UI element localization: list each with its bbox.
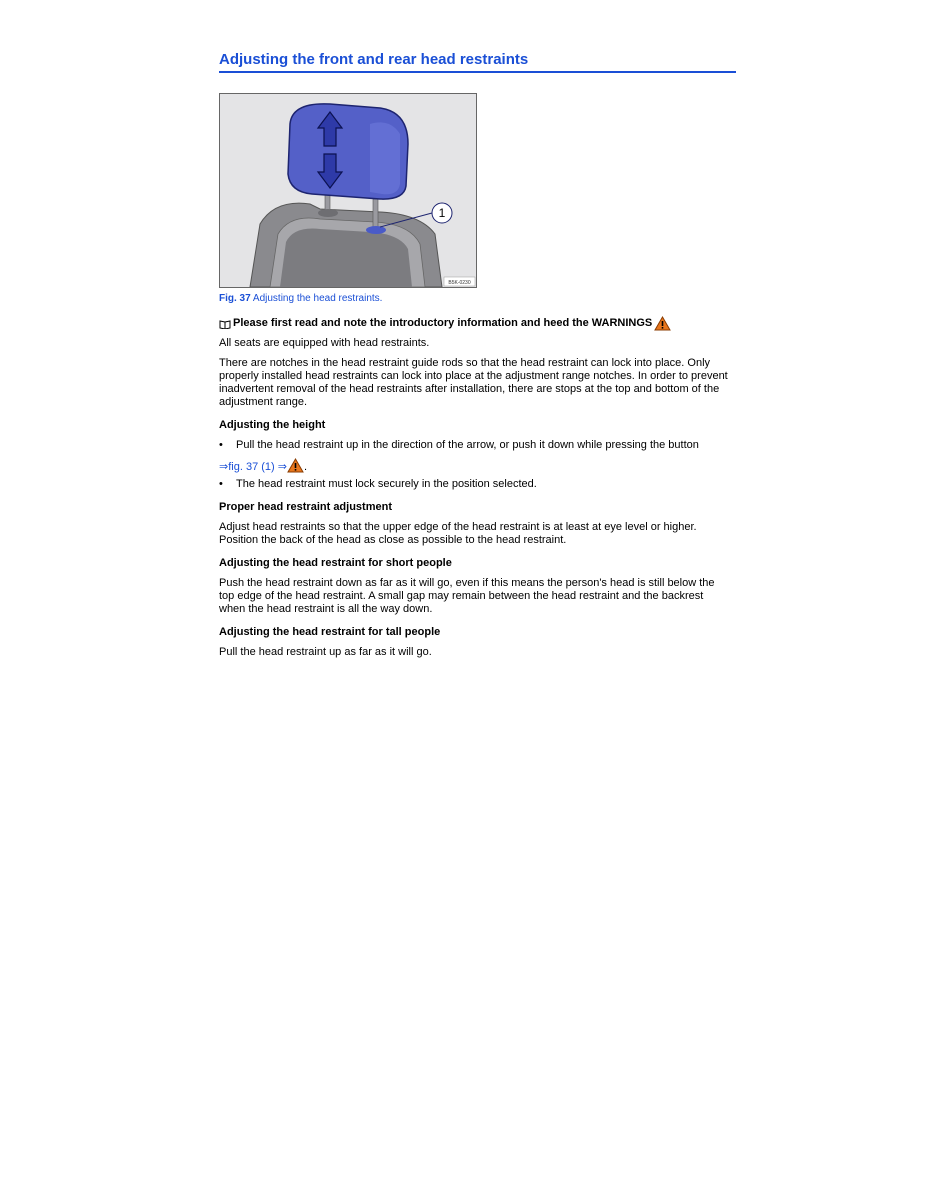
heading-tall-people: Adjusting the head restraint for tall people bbox=[219, 626, 441, 638]
warning-triangle-icon[interactable] bbox=[654, 316, 671, 331]
figure-head-restraint bbox=[219, 93, 477, 288]
warning-triangle-icon[interactable] bbox=[287, 458, 304, 473]
heading-proper-adjustment: Proper head restraint adjustment bbox=[219, 501, 392, 513]
paragraph-short-people: Push the head restraint down as far as it will go, even if this means the person's head is still below the top edge of the head restraint. A small gap may remain between the head restraint and the backrest when the head restraint is all the way down. bbox=[219, 577, 715, 615]
list-item: • Pull the head restraint up in the direction of the arrow, or push it down while pressing the button bbox=[219, 439, 699, 451]
figure-caption-text: Adjusting the head restraints. bbox=[252, 293, 383, 304]
paragraph-proper-adjustment: Adjust head restraints so that the upper edge of the head restraint is at least at eye level or higher. Position the back of the head as close as possible to the head restraint. bbox=[219, 521, 697, 546]
paragraph-tall-people: Pull the head restraint up as far as it will go. bbox=[219, 646, 432, 658]
bullet-text: The head restraint must lock securely in the position selected. bbox=[236, 478, 537, 490]
paragraph-seats: All seats are equipped with head restraints. bbox=[219, 337, 430, 349]
page-title: Adjusting the front and rear head restraints bbox=[219, 51, 736, 73]
heading-short-people: Adjusting the head restraint for short people bbox=[219, 557, 452, 569]
head-restraint-illustration bbox=[220, 94, 476, 287]
fig-reference-link[interactable]: fig. 37 (1) bbox=[228, 461, 275, 473]
fig-reference-arrow: ⇒ bbox=[219, 461, 229, 473]
book-icon bbox=[219, 319, 231, 329]
bullet-text: Pull the head restraint up in the direction of the arrow, or push it down while pressing the button bbox=[236, 439, 699, 451]
warning-arrow: ⇒ bbox=[277, 461, 287, 473]
list-item: • The head restraint must lock securely in the position selected. bbox=[219, 478, 537, 490]
figure-code: B5K-0230 bbox=[448, 280, 471, 286]
figure-caption bbox=[219, 293, 382, 304]
intro-line bbox=[219, 316, 731, 331]
intro-text: Please first read and note the introductory information and heed the WARNINGS bbox=[233, 317, 653, 329]
callout-number: 1 bbox=[438, 206, 446, 220]
figure-label: Fig. 37 bbox=[219, 293, 251, 304]
heading-adjusting-height: Adjusting the height bbox=[219, 419, 326, 431]
reference-line: ⇒fig. 37 (1) ⇒ . bbox=[219, 458, 731, 474]
content bbox=[219, 316, 731, 666]
paragraph-notches: There are notches in the head restraint guide rods so that the head restraint can lock into place. Only properly installed head restraints can lock into place at the adjustment range notches. In order to prevent inadvertent removal of the head restraints after installation, there are stops at the top and bottom of the adjustment range. bbox=[219, 357, 728, 408]
